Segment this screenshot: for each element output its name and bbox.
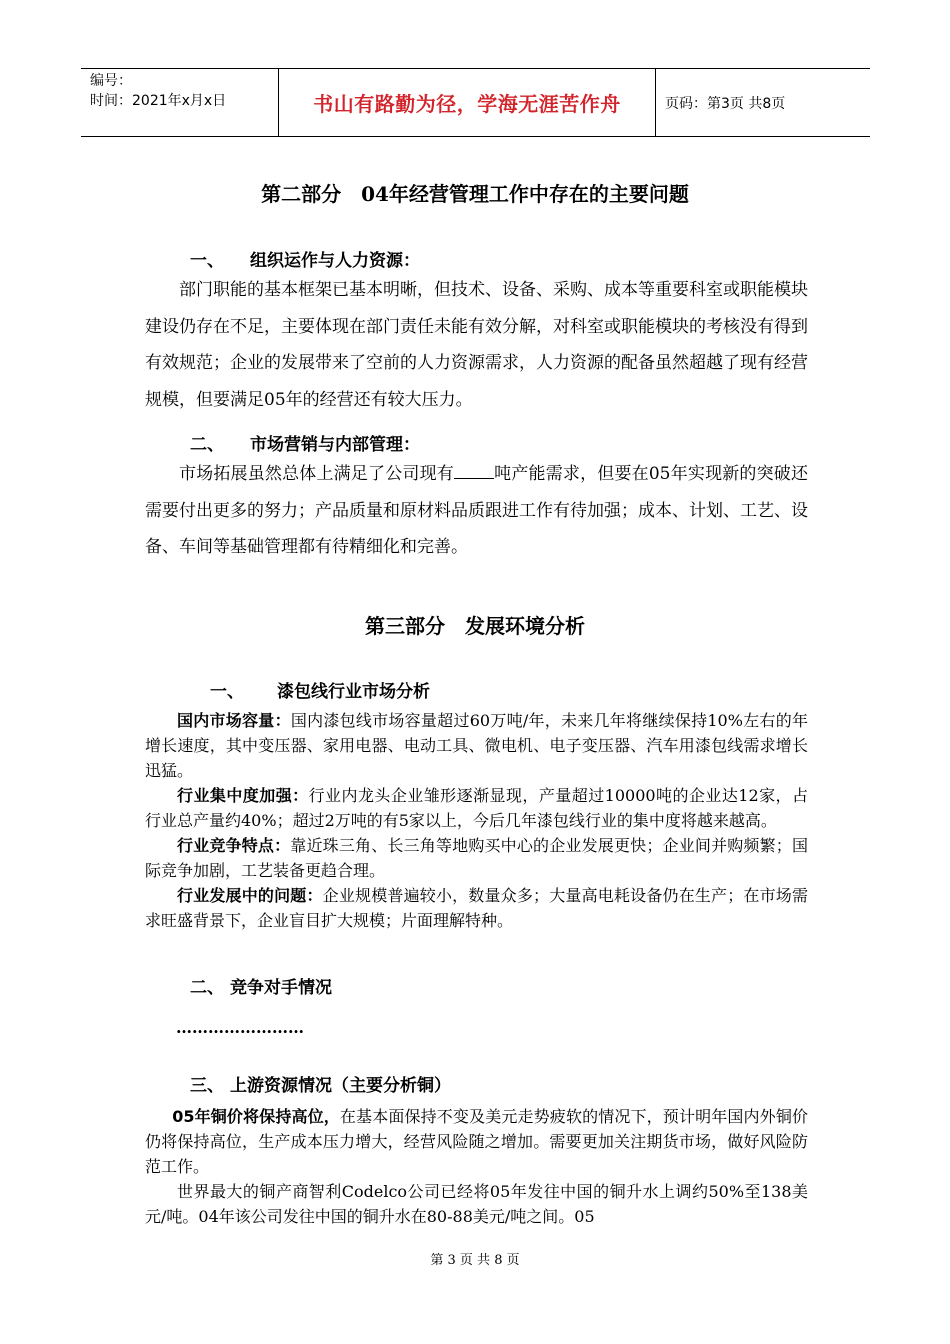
item-keyword: 行业竞争特点： <box>177 836 291 855</box>
part3-section1-heading <box>210 677 430 702</box>
paragraph-text-a: 市场拓展虽然总体上满足了公司现有 <box>179 464 454 484</box>
date-label: 时间：2021年x月x日 <box>90 93 227 109</box>
section-title: 上游资源情况（主要分析铜） <box>230 1076 451 1096</box>
item-keyword: 行业发展中的问题： <box>177 886 323 905</box>
item-text: 行业内龙头企业雏形逐渐显现，产量超过10000吨的企业达12家，占行业总产量约40%；超过2万吨的有5家以上，今后几年漆包线行业的集中度将越来越高。 <box>145 786 808 830</box>
part2-section1-paragraph: 部门职能的基本框架已基本明晰，但技术、设备、采购、成本等重要科室或职能模块建设仍存在不足，主要体现在部门责任未能有效分解，对科室或职能模块的考核没有得到有效规范；企业的发展带来了空前的人力资源需求，人力资源的配备虽然超越了现有经营规模，但要满足05年的经营还有较大压力。 <box>145 280 808 410</box>
ellipsis-placeholder: …………………… <box>176 1018 304 1037</box>
section-title: 漆包线行业市场分析 <box>277 682 430 702</box>
fill-blank <box>454 461 494 479</box>
copper-keyword: 05年铜价将保持高位， <box>172 1107 340 1126</box>
copper-price-paragraph <box>145 1104 808 1179</box>
market-item <box>145 708 808 783</box>
header-meta <box>81 69 279 136</box>
codelco-paragraph: 世界最大的铜产商智利Codelco公司已经将05年发往中国的铜升水上调约50%至138美元/吨。04年该公司发往中国的铜升水在80-88美元/吨之间。05 <box>145 1182 808 1226</box>
header-motto: 书山有路勤为径，学海无涯苦作舟 <box>279 69 656 136</box>
part2-section1-heading <box>190 246 420 271</box>
part3-section3-heading <box>190 1071 451 1096</box>
number-label: 编号： <box>90 73 132 89</box>
page-footer: 第 3 页 共 8 页 <box>430 1253 520 1268</box>
section-number: 一、 <box>190 251 224 271</box>
section-title: 市场营销与内部管理： <box>250 435 420 455</box>
part3-title: 第三部分 发展环境分析 <box>365 614 585 638</box>
section-number: 三、 <box>190 1076 224 1096</box>
section-title: 组织运作与人力资源： <box>250 251 420 271</box>
item-text: 靠近珠三角、长三角等地购买中心的企业发展更快；企业间并购频繁；国际竞争加剧，工艺装备更趋合理。 <box>145 836 808 880</box>
part2-title: 第二部分 04年经营管理工作中存在的主要问题 <box>261 182 689 206</box>
item-keyword: 行业集中度加强： <box>177 786 309 805</box>
item-keyword: 国内市场容量： <box>177 711 291 730</box>
copper-text: 在基本面保持不变及美元走势疲软的情况下，预计明年国内外铜价仍将保持高位，生产成本压力增大，经营风险随之增加。需要更加关注期货市场，做好风险防范工作。 <box>145 1107 808 1176</box>
part2-section2-paragraph <box>145 456 808 566</box>
header-page-label: 页码：第3页 共8页 <box>665 95 786 112</box>
page-header <box>81 68 870 137</box>
paragraph-text-b: 吨产能需求，但要在05年实现新的突破还需要付出更多的努力；产品质量和原材料品质跟进工作有待加强；成本、计划、工艺、设备、车间等基础管理都有待精细化和完善。 <box>145 464 808 557</box>
part2-section2-heading <box>190 430 420 455</box>
section-title: 竞争对手情况 <box>230 978 332 998</box>
item-text: 企业规模普遍较小，数量众多；大量高电耗设备仍在生产；在市场需求旺盛背景下，企业盲目扩大规模；片面理解特种。 <box>145 886 808 930</box>
market-item <box>145 883 808 933</box>
section-number: 二、 <box>190 435 224 455</box>
section-number: 二、 <box>190 978 224 998</box>
part3-section2-heading <box>190 973 332 998</box>
market-analysis-items <box>145 708 808 933</box>
market-item <box>145 833 808 883</box>
market-item <box>145 783 808 833</box>
section-number: 一、 <box>210 682 244 702</box>
item-text: 国内漆包线市场容量超过60万吨/年，未来几年将继续保持10%左右的年增长速度，其中变压器、家用电器、电动工具、微电机、电子变压器、汽车用漆包线需求增长迅猛。 <box>145 711 808 780</box>
